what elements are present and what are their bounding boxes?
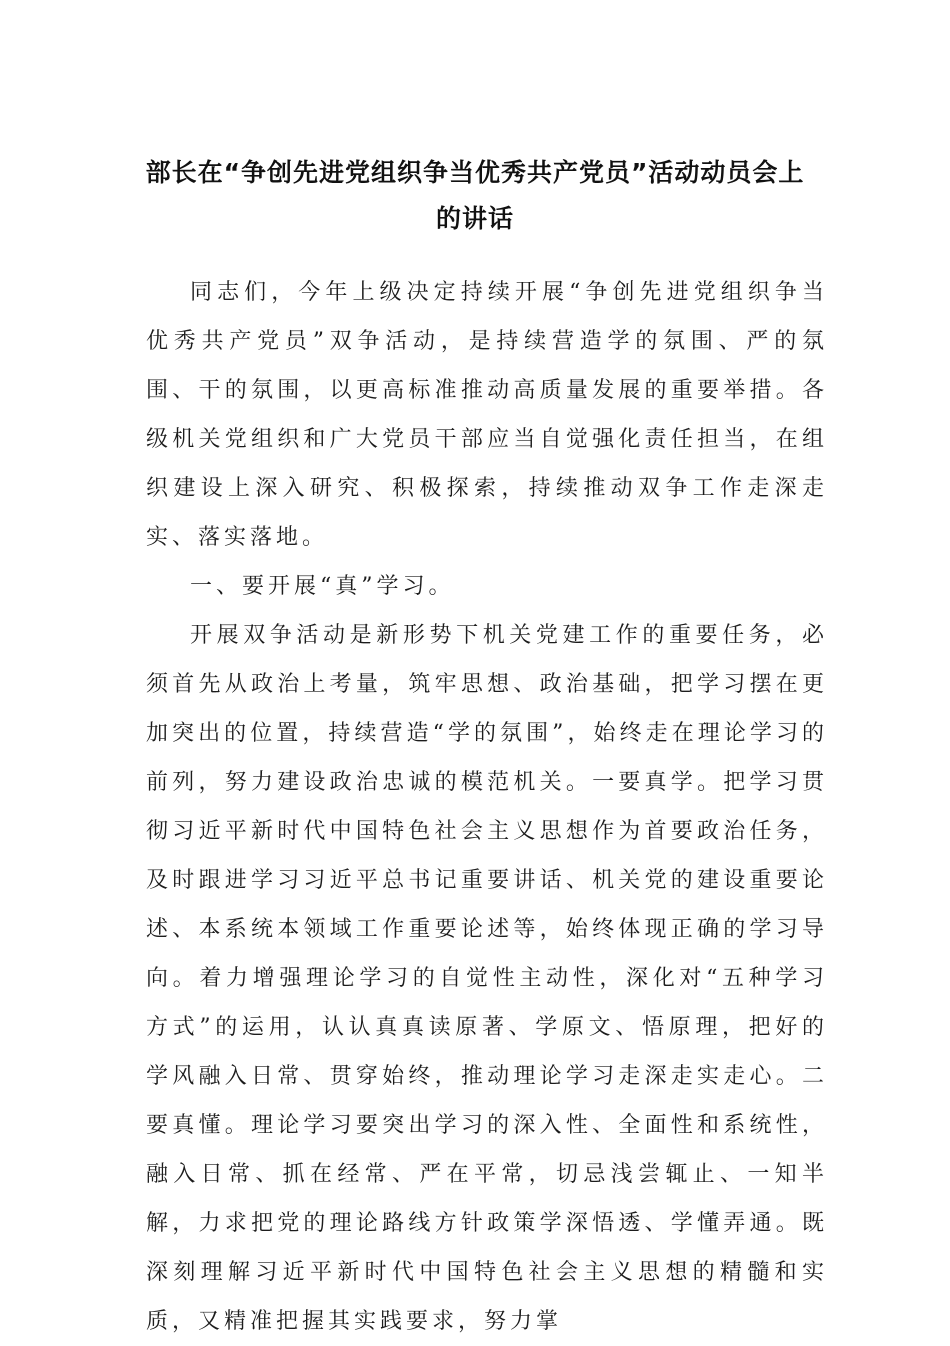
document-title: 部长在“争创先进党组织争当优秀共产党员”活动动员会上的讲话 <box>145 158 805 233</box>
paragraph-section-1: 开展双争活动是新形势下机关党建工作的重要任务，必须首先从政治上考量，筑牢思想、政治基础，把学习摆在更加突出的位置，持续营造“学的氛围”，始终走在理论学习的前列，努力建设政治忠诚的模范机关。一要真学。把学习贯彻习近平新时代中国特色社会主义思想作为首要政治任务，及时跟进学习习近平总书记重要讲话、机关党的建设重要论述、本系统本领域工作重要论述等，始终体现正确的学习导向。着力增强理论学习的自觉性主动性，深化对“五种学习方式”的运用，认认真真读原著、学原文、悟原理，把好的学风融入日常、贯穿始终，推动理论学习走深走实走心。二要真懂。理论学习要突出学习的深入性、全面性和系统性，融入日常、抓在经常、严在平常，切忌浅尝辄止、一知半解，力求把党的理论路线方针政策学深悟透、学懂弄通。既深刻理解习近平新时代中国特色社会主义思想的精髓和实质，又精准把握其实践要求，努力掌 <box>146 623 828 1334</box>
paragraph-intro: 同志们，今年上级决定持续开展“争创先进党组织争当优秀共产党员”双争活动，是持续营造学的氛围、严的氛围、干的氛围，以更高标准推动高质量发展的重要举措。各级机关党组织和广大党员干部应当自觉强化责任担当，在组织建设上深入研究、积极探索，持续推动双争工作走深走实、落实落地。 <box>146 280 828 550</box>
document-body <box>146 268 828 1346</box>
section-heading-1: 一、要开展“真”学习。 <box>190 574 455 599</box>
